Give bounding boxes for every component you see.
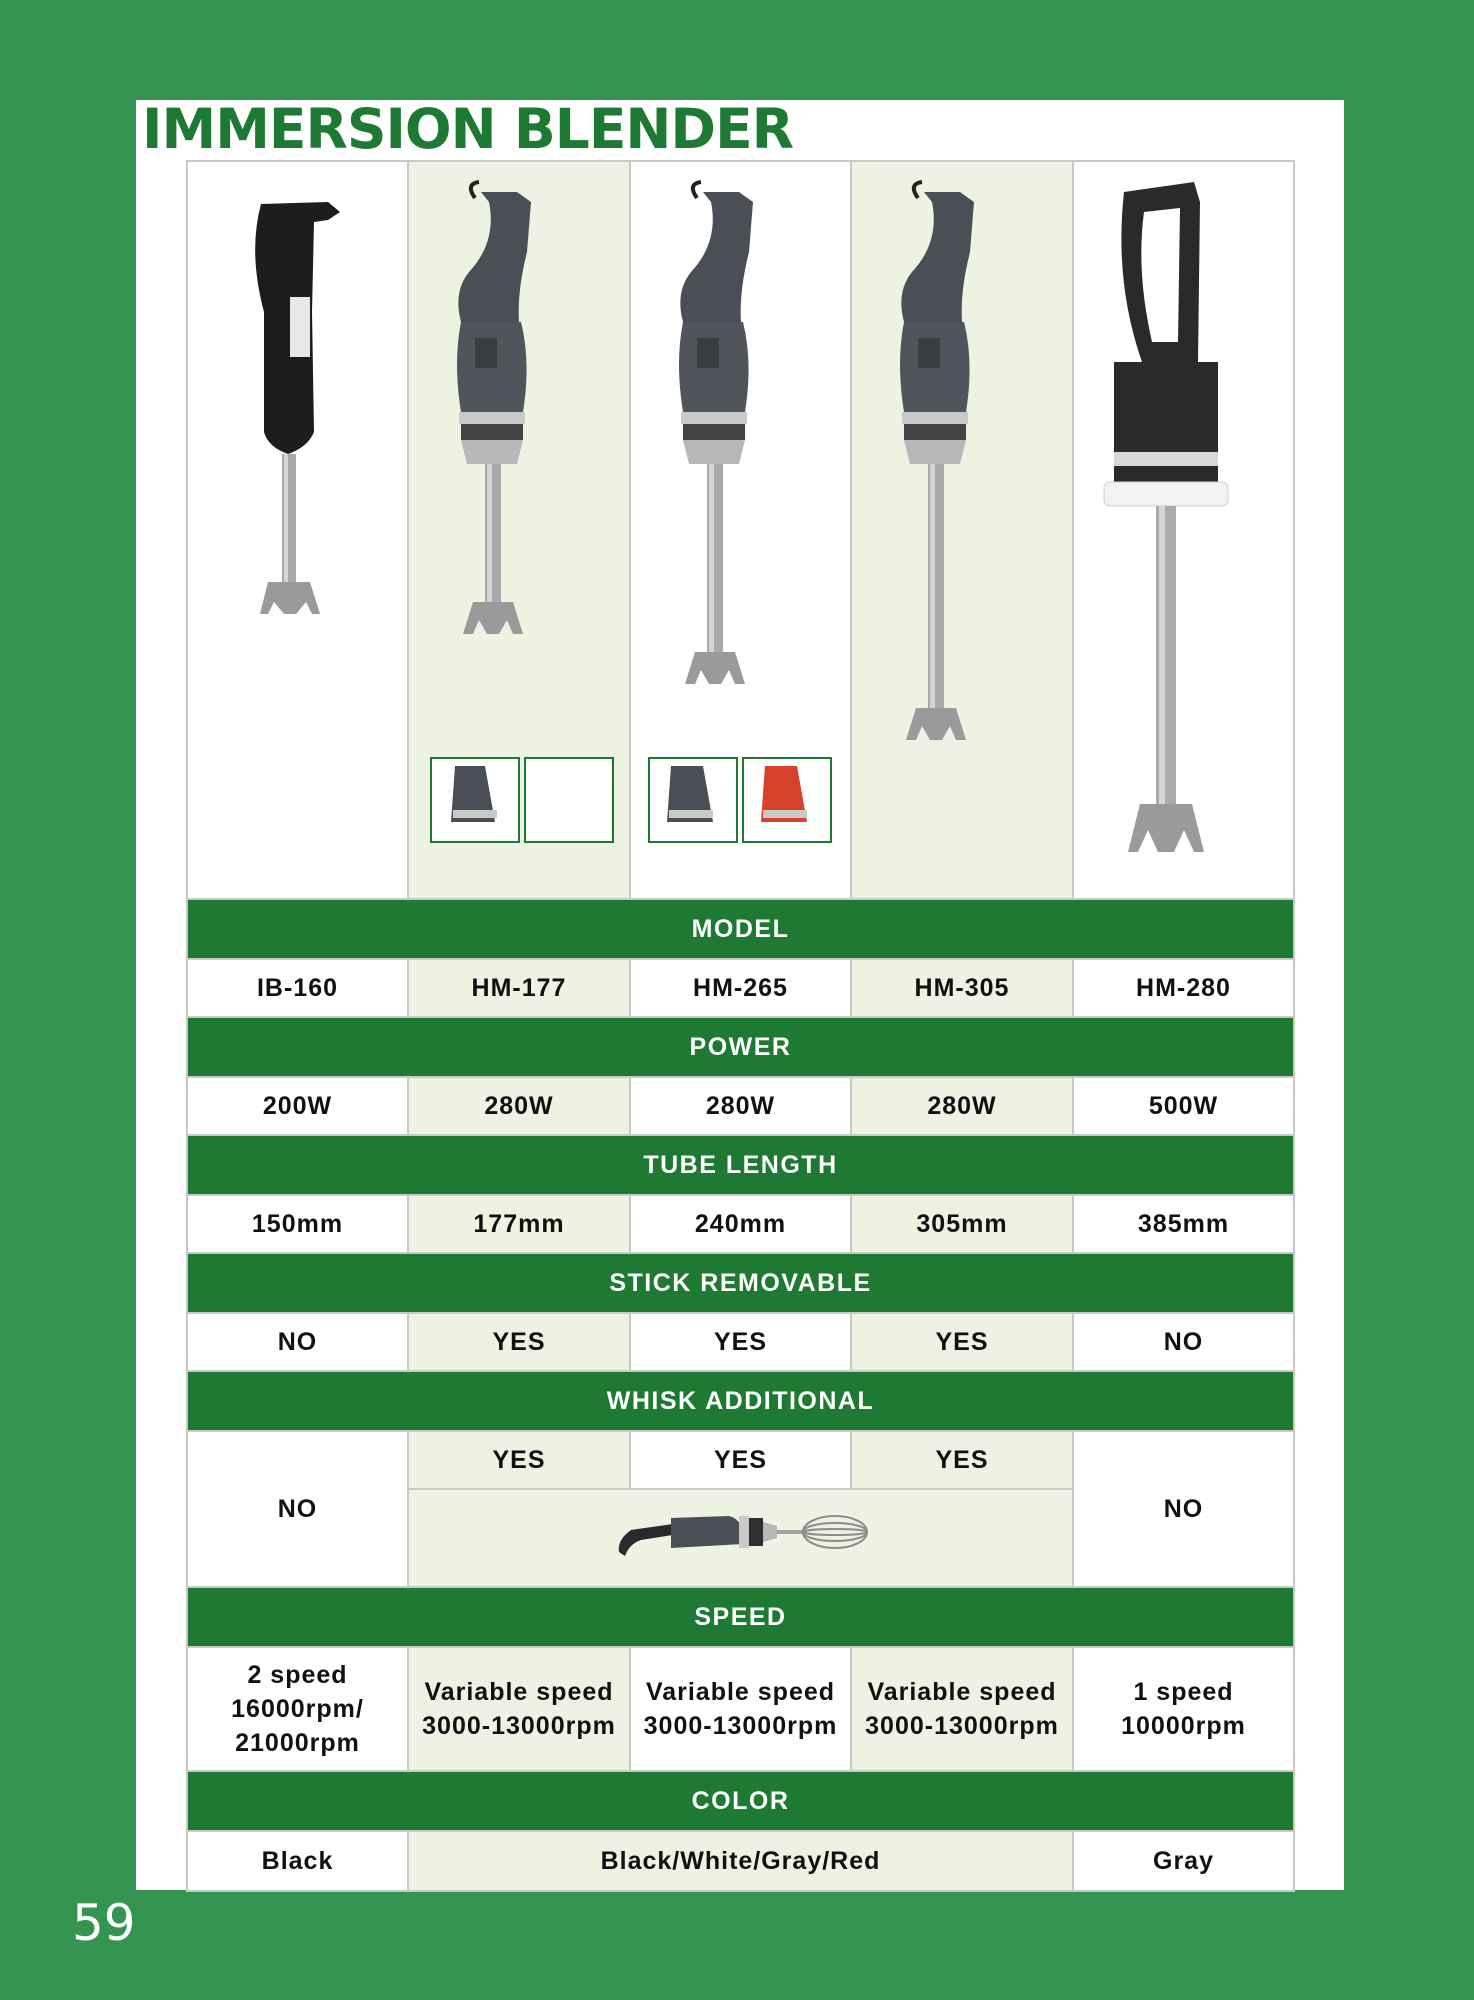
section-header-row xyxy=(187,899,1294,959)
whisk-value: NO xyxy=(1073,1431,1294,1587)
model-row xyxy=(187,959,1294,1017)
speed-line: 16000rpm/ xyxy=(231,1695,364,1723)
product-image-cell-hm-177 xyxy=(408,161,630,899)
section-header-color: COLOR xyxy=(187,1771,1294,1831)
model-value: HM-265 xyxy=(630,959,851,1017)
power-value: 280W xyxy=(851,1077,1073,1135)
section-header-stick-removable: STICK REMOVABLE xyxy=(187,1253,1294,1313)
stick-removable-value: YES xyxy=(408,1313,630,1371)
section-header-tube-length: TUBE LENGTH xyxy=(187,1135,1294,1195)
section-header-model: MODEL xyxy=(187,899,1294,959)
section-header-row xyxy=(187,1371,1294,1431)
speed-line: Variable speed xyxy=(867,1678,1057,1706)
speed-value xyxy=(408,1647,630,1771)
speed-line: 10000rpm xyxy=(1121,1712,1246,1740)
speed-line: Variable speed xyxy=(645,1678,836,1706)
section-header-speed: SPEED xyxy=(187,1587,1294,1647)
product-image-cell-hm-280 xyxy=(1073,161,1294,899)
power-value: 280W xyxy=(630,1077,851,1135)
page-number: 59 xyxy=(72,1894,136,1952)
color-value: Black/White/Gray/Red xyxy=(408,1831,1073,1891)
color-row xyxy=(187,1831,1294,1891)
gray-blender-short-image xyxy=(409,162,630,898)
model-value: IB-160 xyxy=(187,959,408,1017)
power-row xyxy=(187,1077,1294,1135)
speed-value xyxy=(1073,1647,1294,1771)
whisk-value: YES xyxy=(851,1431,1073,1489)
section-header-whisk-additional: WHISK ADDITIONAL xyxy=(187,1371,1294,1431)
product-image-cell-ib-160 xyxy=(187,161,408,899)
tube-length-row xyxy=(187,1195,1294,1253)
section-header-row xyxy=(187,1253,1294,1313)
speed-line: 1 speed xyxy=(1133,1678,1234,1706)
gray-blender-medium-image xyxy=(631,162,851,898)
speed-line: 3000-13000rpm xyxy=(643,1712,838,1740)
speed-line: 21000rpm xyxy=(235,1729,360,1757)
product-image-row xyxy=(187,161,1294,899)
section-header-row xyxy=(187,1771,1294,1831)
section-header-row xyxy=(187,1587,1294,1647)
whisk-value: YES xyxy=(408,1431,630,1489)
section-header-row xyxy=(187,1017,1294,1077)
section-header-row xyxy=(187,1135,1294,1195)
power-value: 200W xyxy=(187,1077,408,1135)
model-value: HM-305 xyxy=(851,959,1073,1017)
stick-removable-row xyxy=(187,1313,1294,1371)
heavy-duty-blender-image xyxy=(1074,162,1294,898)
page-title: IMMERSION BLENDER xyxy=(142,97,794,161)
tube-length-value: 385mm xyxy=(1073,1195,1294,1253)
speed-line: Variable speed xyxy=(424,1678,614,1706)
tube-length-value: 305mm xyxy=(851,1195,1073,1253)
whisk-row xyxy=(187,1431,1294,1489)
model-value: HM-177 xyxy=(408,959,630,1017)
color-value: Black xyxy=(187,1831,408,1891)
power-value: 280W xyxy=(408,1077,630,1135)
speed-line: 3000-13000rpm xyxy=(422,1712,616,1740)
gray-blender-long-image xyxy=(852,162,1073,898)
spec-table xyxy=(186,160,1295,1892)
speed-line: 3000-13000rpm xyxy=(865,1712,1059,1740)
stick-removable-value: YES xyxy=(851,1313,1073,1371)
black-compact-blender-image xyxy=(188,162,408,898)
blender-with-whisk-image xyxy=(611,1500,871,1570)
tube-length-value: 177mm xyxy=(408,1195,630,1253)
section-header-power: POWER xyxy=(187,1017,1294,1077)
speed-row xyxy=(187,1647,1294,1771)
speed-value xyxy=(187,1647,408,1771)
power-value: 500W xyxy=(1073,1077,1294,1135)
tube-length-value: 240mm xyxy=(630,1195,851,1253)
stick-removable-value: YES xyxy=(630,1313,851,1371)
stick-removable-value: NO xyxy=(187,1313,408,1371)
tube-length-value: 150mm xyxy=(187,1195,408,1253)
whisk-value: YES xyxy=(630,1431,851,1489)
speed-line: 2 speed xyxy=(247,1661,348,1689)
whisk-value: NO xyxy=(187,1431,408,1587)
color-value: Gray xyxy=(1073,1831,1294,1891)
product-image-cell-hm-305 xyxy=(851,161,1073,899)
speed-value xyxy=(630,1647,851,1771)
speed-value xyxy=(851,1647,1073,1771)
whisk-image-cell xyxy=(408,1489,1073,1587)
stick-removable-value: NO xyxy=(1073,1313,1294,1371)
product-image-cell-hm-265 xyxy=(630,161,851,899)
model-value: HM-280 xyxy=(1073,959,1294,1017)
